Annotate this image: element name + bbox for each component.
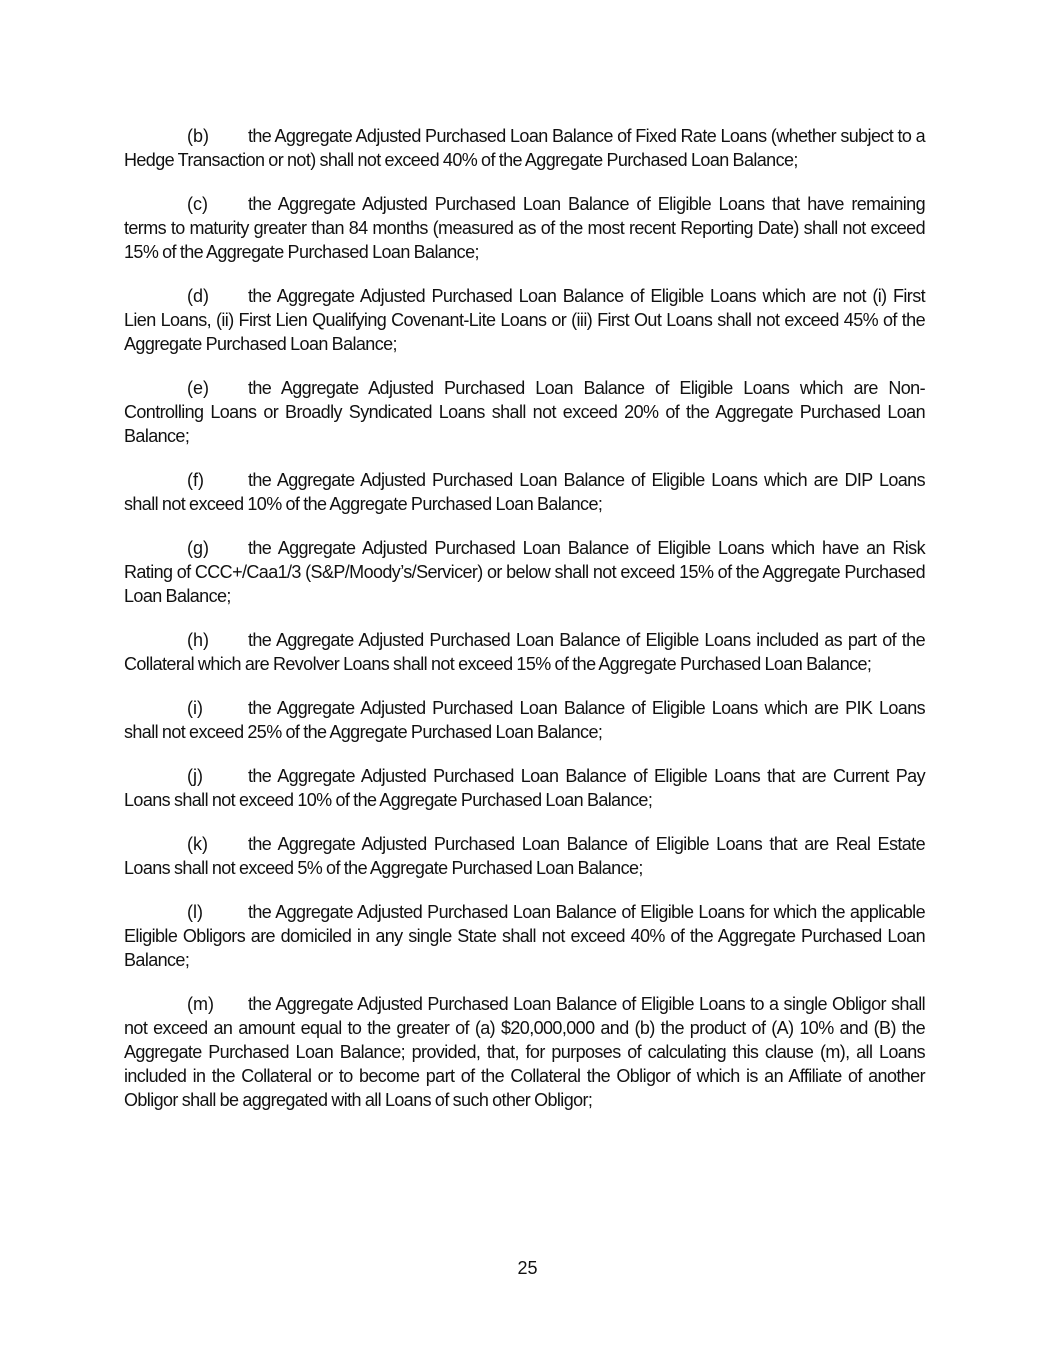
- clause-label: (g): [187, 538, 209, 558]
- clause-text: the Aggregate Adjusted Purchased Loan Balance of Eligible Loans which are not (i) First Lien Loans, (ii) First Lien Qualifying Covenant-Lite Loans or (iii) First Out Loans shall not exceed 45% of the Aggregate Purchased Loan Balance;: [124, 286, 925, 354]
- clause-text: the Aggregate Adjusted Purchased Loan Balance of Eligible Loans which are Non-Controlling Loans or Broadly Syndicated Loans shall not exceed 20% of the Aggregate Purchased Loan Balance;: [124, 378, 925, 446]
- clause-label: (i): [187, 698, 203, 718]
- clause-label: (e): [187, 378, 209, 398]
- clause-text: the Aggregate Adjusted Purchased Loan Balance of Eligible Loans which are PIK Loans shall not exceed 25% of the Aggregate Purchased Loan Balance;: [124, 698, 925, 742]
- clause-m: [124, 992, 925, 1112]
- clause-label: (l): [187, 902, 203, 922]
- clause-text: the Aggregate Adjusted Purchased Loan Balance of Eligible Loans that have remaining terms to maturity greater than 84 months (measured as of the most recent Reporting Date) shall not exceed 15% of the Aggregate Purchased Loan Balance;: [124, 194, 925, 262]
- clause-text: the Aggregate Adjusted Purchased Loan Balance of Eligible Loans which have an Risk Rating of CCC+/Caa1/3 (S&P/Moody’s/Servicer) or below shall not exceed 15% of the Aggregate Purchased Loan Balance;: [124, 538, 925, 606]
- clause-label: (b): [187, 126, 209, 146]
- clause-label: (d): [187, 286, 209, 306]
- clause-g: [124, 536, 925, 608]
- clause-label: (h): [187, 630, 209, 650]
- page-number: 25: [517, 1258, 538, 1278]
- clause-label: (j): [187, 766, 203, 786]
- clause-c: [124, 192, 925, 264]
- clause-f: [124, 468, 925, 516]
- clause-text: the Aggregate Adjusted Purchased Loan Balance of Eligible Loans that are Real Estate Loans shall not exceed 5% of the Aggregate Purchased Loan Balance;: [124, 834, 925, 878]
- clause-b: [124, 124, 925, 172]
- clause-label: (f): [187, 470, 204, 490]
- clause-label: (m): [187, 994, 214, 1014]
- clause-label: (c): [187, 194, 208, 214]
- clause-e: [124, 376, 925, 448]
- clause-l: [124, 900, 925, 972]
- clause-k: [124, 832, 925, 880]
- clause-h: [124, 628, 925, 676]
- clause-i: [124, 696, 925, 744]
- clause-text: the Aggregate Adjusted Purchased Loan Balance of Fixed Rate Loans (whether subject to a Hedge Transaction or not) shall not exceed 40% of the Aggregate Purchased Loan Balance;: [124, 126, 925, 170]
- clause-label: (k): [187, 834, 208, 854]
- clause-text: the Aggregate Adjusted Purchased Loan Balance of Eligible Loans included as part of the Collateral which are Revolver Loans shall not exceed 15% of the Aggregate Purchased Loan Balance;: [124, 630, 925, 674]
- clause-d: [124, 284, 925, 356]
- clause-j: [124, 764, 925, 812]
- clause-text: the Aggregate Adjusted Purchased Loan Balance of Eligible Loans that are Current Pay Loans shall not exceed 10% of the Aggregate Purchased Loan Balance;: [124, 766, 925, 810]
- clause-text: the Aggregate Adjusted Purchased Loan Balance of Eligible Loans to a single Obligor shall not exceed an amount equal to the greater of (a) $20,000,000 and (b) the product of (A) 10% and (B) the Aggregate Purchased Loan Balance; provided, that, for purposes of calculating this clause (m), all Loans included in the Collateral or to become part of the Collateral the Obligor of which is an Affiliate of another Obligor shall be aggregated with all Loans of such other Obligor;: [124, 994, 925, 1110]
- document-page: [124, 124, 925, 1132]
- clause-text: the Aggregate Adjusted Purchased Loan Balance of Eligible Loans for which the applicable Eligible Obligors are domiciled in any single State shall not exceed 40% of the Aggregate Purchased Loan Balance;: [124, 902, 925, 970]
- clause-text: the Aggregate Adjusted Purchased Loan Balance of Eligible Loans which are DIP Loans shall not exceed 10% of the Aggregate Purchased Loan Balance;: [124, 470, 925, 514]
